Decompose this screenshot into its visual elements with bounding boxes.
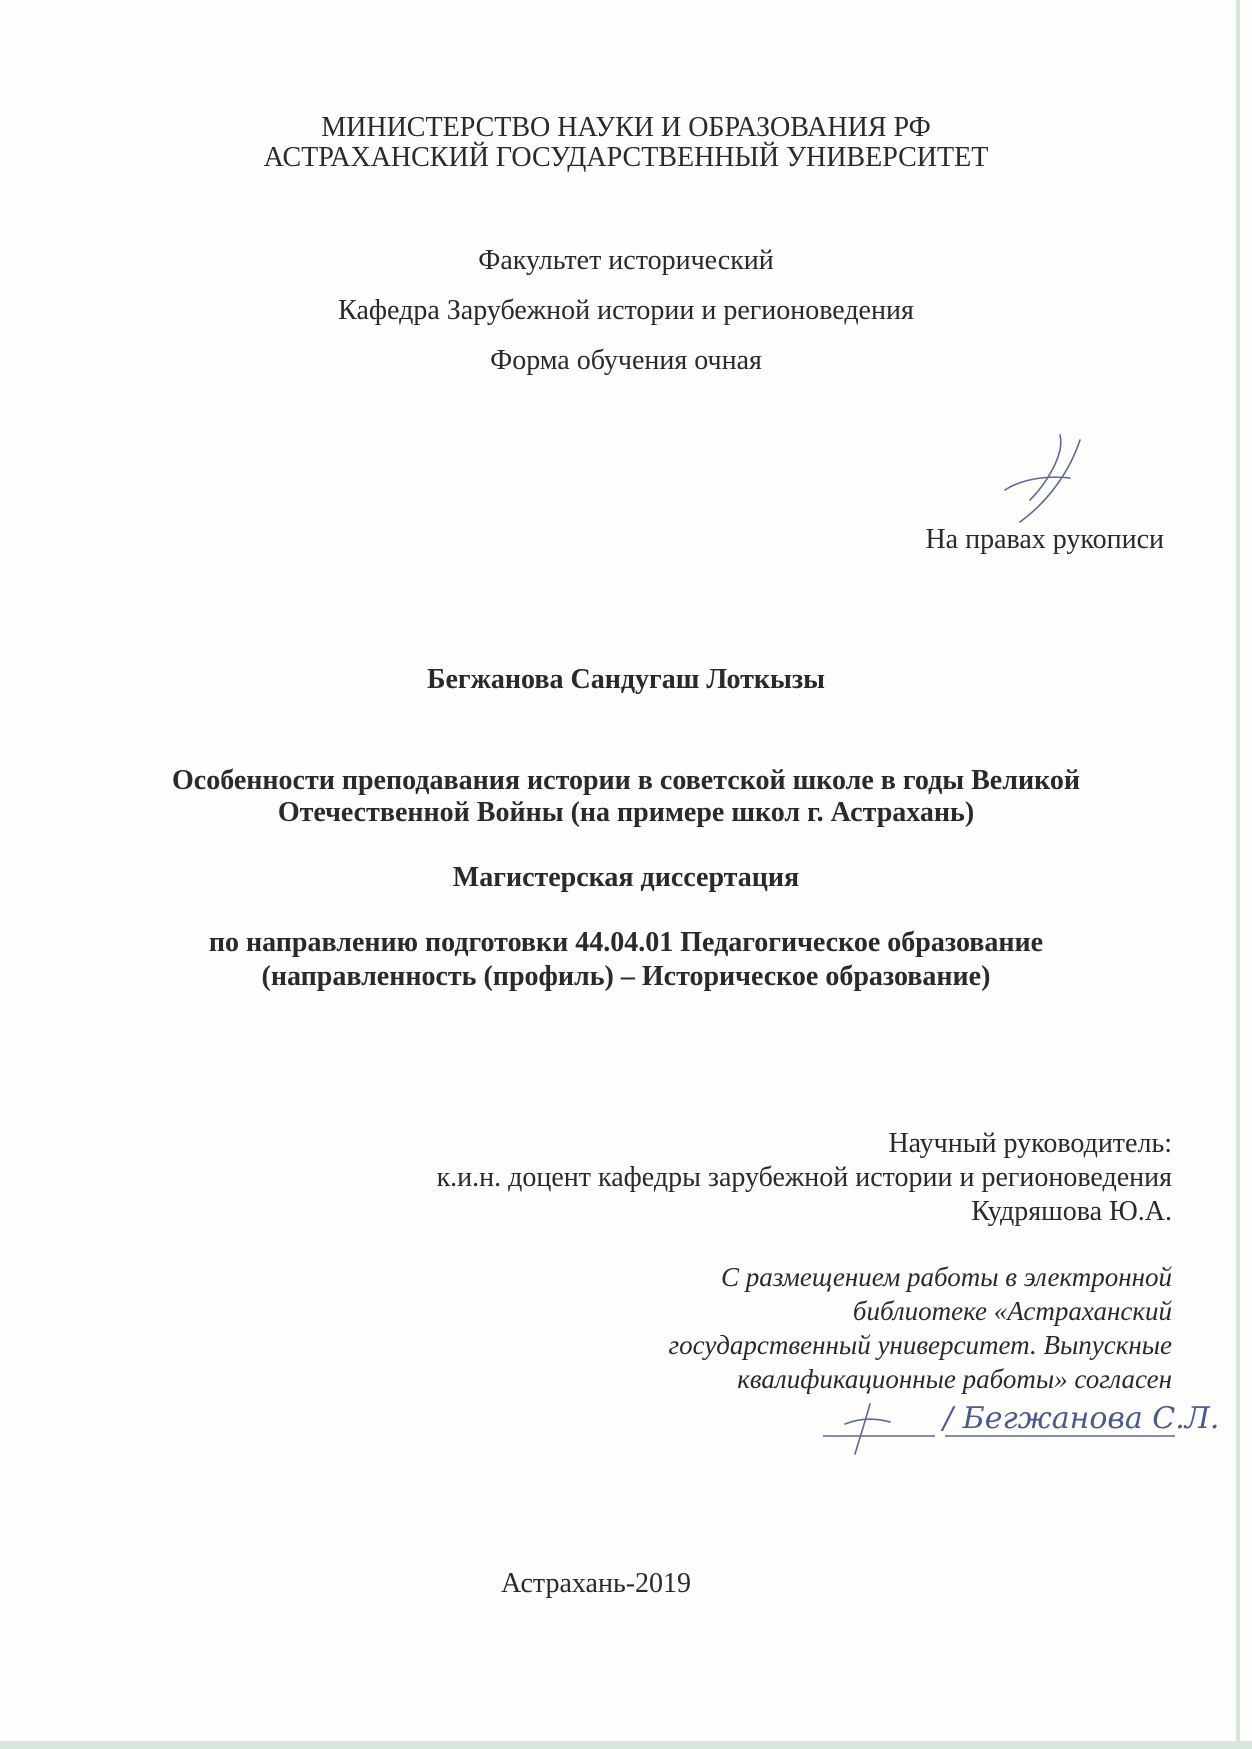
thesis-title-line2: Отечественной Войны (на примере школ г. Астрахань) xyxy=(277,797,975,828)
consent-line4: квалификационные работы» согласен xyxy=(737,1364,1172,1394)
thesis-title-line1: Особенности преподавания истории в советской школе в годы Великой xyxy=(172,765,1080,796)
supervisor-name: Кудряшова Ю.А. xyxy=(971,1196,1172,1227)
city-year: Астрахань-2019 xyxy=(500,1568,692,1599)
author-name: Бегжанова Сандугаш Лоткызы xyxy=(426,664,826,695)
handwritten-signature-consent xyxy=(815,1392,1220,1462)
supervisor-label: Научный руководитель: xyxy=(888,1128,1172,1159)
study-form: Форма обучения очная xyxy=(490,345,762,376)
supervisor-position: к.и.н. доцент кафедры зарубежной истории и регионоведения xyxy=(436,1162,1172,1193)
work-type: Магистерская диссертация xyxy=(452,862,800,893)
consent-line1: С размещением работы в электронной xyxy=(720,1262,1172,1292)
consent-line3: государственный университет. Выпускные xyxy=(668,1330,1172,1360)
department-name: Кафедра Зарубежной истории и регионоведения xyxy=(338,295,914,326)
ministry-name: МИНИСТЕРСТВО НАУКИ И ОБРАЗОВАНИЯ РФ xyxy=(321,112,931,143)
scan-edge-bottom xyxy=(0,1741,1252,1749)
direction-line2: (направленность (профиль) – Историческое образование) xyxy=(261,961,991,992)
signature-script: / Бегжанова С.Л. xyxy=(943,1401,1220,1436)
consent-line2: библиотеке «Астраханский xyxy=(852,1296,1172,1326)
direction-line1: по направлению подготовки 44.04.01 Педагогическое образование xyxy=(208,927,1044,958)
manuscript-note: На правах рукописи xyxy=(925,524,1164,555)
faculty-name: Факультет исторический xyxy=(478,245,774,276)
handwritten-signature-top xyxy=(990,430,1100,530)
university-name: АСТРАХАНСКИЙ ГОСУДАРСТВЕННЫЙ УНИВЕРСИТЕТ xyxy=(263,142,989,173)
